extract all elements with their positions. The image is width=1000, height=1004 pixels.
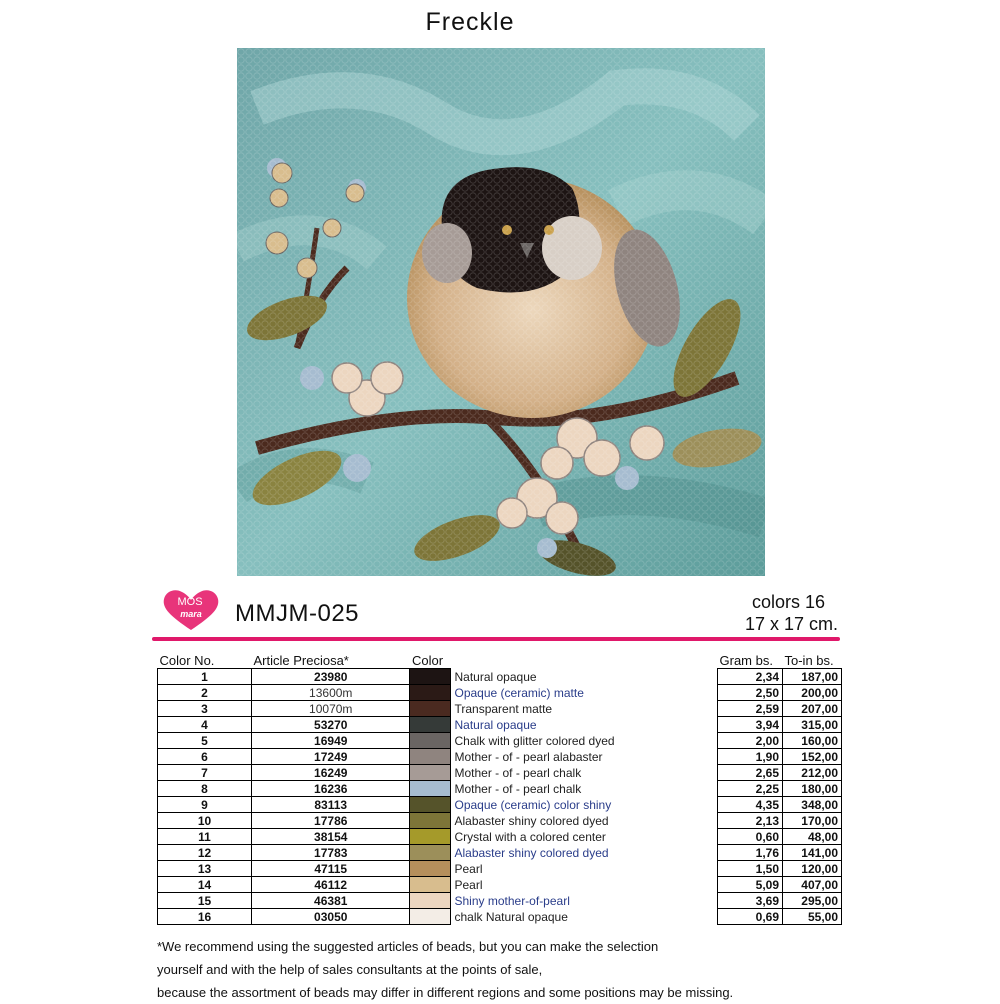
color-swatch <box>410 909 451 925</box>
price-cell: 407,00 <box>783 877 842 893</box>
price-cell: 207,00 <box>783 701 842 717</box>
price-cell: 141,00 <box>783 845 842 861</box>
swatch-fill <box>410 781 450 796</box>
article-cell: 16249 <box>251 765 410 781</box>
swatch-fill <box>410 845 450 860</box>
swatch-fill <box>410 797 450 812</box>
gram-cell: 5,09 <box>718 877 783 893</box>
gram-cell: 4,35 <box>718 797 783 813</box>
article-cell: 03050 <box>251 909 410 925</box>
gram-cell: 0,60 <box>718 829 783 845</box>
description-cell: Opaque (ceramic) color shiny <box>451 797 718 813</box>
color-swatch <box>410 749 451 765</box>
table-row <box>158 717 842 733</box>
table-row <box>158 733 842 749</box>
table-row <box>158 685 842 701</box>
table-row <box>158 797 842 813</box>
table-row <box>158 701 842 717</box>
price-cell: 55,00 <box>783 909 842 925</box>
price-cell: 120,00 <box>783 861 842 877</box>
color-swatch <box>410 733 451 749</box>
description-cell: Opaque (ceramic) matte <box>451 685 718 701</box>
gram-cell: 3,94 <box>718 717 783 733</box>
color-swatch <box>410 797 451 813</box>
color-number-cell: 1 <box>158 669 252 685</box>
article-cell: 47115 <box>251 861 410 877</box>
col-color-no: Color No. <box>159 652 215 668</box>
table-row <box>158 877 842 893</box>
col-gram: Gram bs. <box>719 652 773 668</box>
table-header-row <box>158 652 842 669</box>
article-cell: 17783 <box>251 845 410 861</box>
price-cell: 200,00 <box>783 685 842 701</box>
description-cell: Crystal with a colored center <box>451 829 718 845</box>
color-number-cell: 12 <box>158 845 252 861</box>
article-cell: 46381 <box>251 893 410 909</box>
gram-cell: 2,34 <box>718 669 783 685</box>
description-cell: Pearl <box>451 861 718 877</box>
footnote-line: yourself and with the help of sales consultants at the points of sale, <box>157 962 543 977</box>
color-number-cell: 6 <box>158 749 252 765</box>
color-number-cell: 9 <box>158 797 252 813</box>
price-cell: 187,00 <box>783 669 842 685</box>
gram-cell: 1,50 <box>718 861 783 877</box>
price-cell: 212,00 <box>783 765 842 781</box>
price-cell: 48,00 <box>783 829 842 845</box>
page-title: Freckle <box>425 8 515 36</box>
article-cell: 38154 <box>251 829 410 845</box>
mosmara-logo <box>160 588 222 632</box>
swatch-fill <box>410 893 450 908</box>
swatch-fill <box>410 669 450 684</box>
color-number-cell: 7 <box>158 765 252 781</box>
color-number-cell: 14 <box>158 877 252 893</box>
article-cell: 13600m <box>251 685 410 701</box>
swatch-fill <box>410 861 450 876</box>
description-cell: chalk Natural opaque <box>451 909 718 925</box>
description-cell: Mother - of - pearl chalk <box>451 765 718 781</box>
price-cell: 152,00 <box>783 749 842 765</box>
bead-table <box>157 652 842 925</box>
table-row <box>158 765 842 781</box>
description-cell: Mother - of - pearl alabaster <box>451 749 718 765</box>
article-cell: 53270 <box>251 717 410 733</box>
col-article: Article Preciosa* <box>253 652 349 668</box>
swatch-fill <box>410 829 450 844</box>
table-row <box>158 845 842 861</box>
gram-cell: 2,50 <box>718 685 783 701</box>
description-cell: Pearl <box>451 877 718 893</box>
description-cell: Chalk with glitter colored dyed <box>451 733 718 749</box>
color-number-cell: 15 <box>158 893 252 909</box>
color-number-cell: 3 <box>158 701 252 717</box>
col-description <box>451 652 718 669</box>
price-cell: 295,00 <box>783 893 842 909</box>
logo-text-bottom: mara <box>180 609 202 619</box>
color-number-cell: 10 <box>158 813 252 829</box>
gram-cell: 1,90 <box>718 749 783 765</box>
swatch-fill <box>410 749 450 764</box>
swatch-fill <box>410 701 450 716</box>
swatch-fill <box>410 733 450 748</box>
table-row <box>158 669 842 685</box>
col-color: Color <box>411 652 444 668</box>
color-swatch <box>410 685 451 701</box>
gram-cell: 3,69 <box>718 893 783 909</box>
footnote-line: *We recommend using the suggested articles of beads, but you can make the selection <box>157 939 659 954</box>
description-cell: Alabaster shiny colored dyed <box>451 813 718 829</box>
swatch-fill <box>410 765 450 780</box>
swatch-fill <box>410 813 450 828</box>
gram-cell: 1,76 <box>718 845 783 861</box>
table-row <box>158 861 842 877</box>
article-cell: 16236 <box>251 781 410 797</box>
price-cell: 160,00 <box>783 733 842 749</box>
color-swatch <box>410 893 451 909</box>
table-row <box>158 829 842 845</box>
bead-pattern-image <box>237 48 765 576</box>
gram-cell: 2,59 <box>718 701 783 717</box>
footnote <box>157 935 857 1004</box>
color-number-cell: 2 <box>158 685 252 701</box>
color-swatch <box>410 781 451 797</box>
color-swatch <box>410 765 451 781</box>
price-cell: 348,00 <box>783 797 842 813</box>
description-cell: Transparent matte <box>451 701 718 717</box>
article-cell: 83113 <box>251 797 410 813</box>
gram-cell: 0,69 <box>718 909 783 925</box>
footnote-line: because the assortment of beads may differ in different regions and some positions may be missing. <box>157 985 734 1000</box>
divider-line <box>152 637 840 641</box>
color-swatch <box>410 669 451 685</box>
article-cell: 16949 <box>251 733 410 749</box>
color-number-cell: 5 <box>158 733 252 749</box>
table-row <box>158 781 842 797</box>
color-number-cell: 4 <box>158 717 252 733</box>
description-cell: Natural opaque <box>451 717 718 733</box>
article-cell: 17249 <box>251 749 410 765</box>
color-swatch <box>410 845 451 861</box>
table-row <box>158 893 842 909</box>
color-number-cell: 13 <box>158 861 252 877</box>
article-cell: 23980 <box>251 669 410 685</box>
color-swatch <box>410 717 451 733</box>
price-cell: 315,00 <box>783 717 842 733</box>
gram-cell: 2,00 <box>718 733 783 749</box>
swatch-fill <box>410 717 450 732</box>
pattern-size: 17 x 17 cm. <box>744 614 838 634</box>
logo-text-top: MOS <box>177 596 203 608</box>
price-cell: 180,00 <box>783 781 842 797</box>
color-swatch <box>410 813 451 829</box>
color-swatch <box>410 861 451 877</box>
description-cell: Shiny mother-of-pearl <box>451 893 718 909</box>
color-swatch <box>410 829 451 845</box>
description-cell: Alabaster shiny colored dyed <box>451 845 718 861</box>
table-row <box>158 909 842 925</box>
article-cell: 46112 <box>251 877 410 893</box>
color-number-cell: 16 <box>158 909 252 925</box>
swatch-fill <box>410 909 450 924</box>
gram-cell: 2,65 <box>718 765 783 781</box>
price-cell: 170,00 <box>783 813 842 829</box>
col-price: To-in bs. <box>784 652 834 668</box>
color-swatch <box>410 701 451 717</box>
gram-cell: 2,13 <box>718 813 783 829</box>
description-cell: Natural opaque <box>451 669 718 685</box>
color-number-cell: 8 <box>158 781 252 797</box>
color-swatch <box>410 877 451 893</box>
table-row <box>158 749 842 765</box>
gram-cell: 2,25 <box>718 781 783 797</box>
colors-count: colors 16 <box>751 592 825 612</box>
swatch-fill <box>410 685 450 700</box>
description-cell: Mother - of - pearl chalk <box>451 781 718 797</box>
product-code: MMJM-025 <box>235 600 360 627</box>
table-row <box>158 813 842 829</box>
article-cell: 17786 <box>251 813 410 829</box>
color-number-cell: 11 <box>158 829 252 845</box>
swatch-fill <box>410 877 450 892</box>
article-cell: 10070m <box>251 701 410 717</box>
